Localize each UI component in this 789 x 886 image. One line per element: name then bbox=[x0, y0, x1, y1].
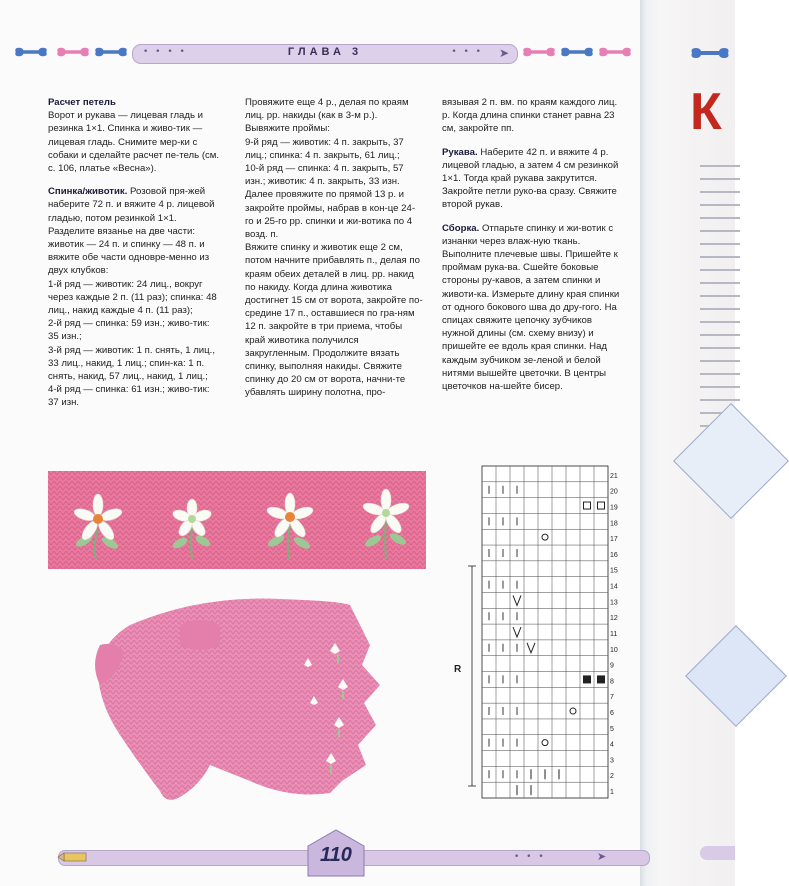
chart-row-number: 16 bbox=[610, 551, 618, 559]
next-page-title-fragment: К bbox=[690, 83, 722, 141]
paragraph: Ворот и рукава — лицевая гладь и резинка 1×1. Спинка и живо-тик — лицевая гладь. Снимите мер-ки с собаки и сделайте расчет пе-тель (см. с. 106, платье «Весна»). bbox=[48, 110, 220, 175]
chart-row-number: 10 bbox=[610, 646, 618, 654]
paragraph: Розовой пря-жей наберите 72 п. и вяжите 4 р. лицевой гладью, потом резинкой 1×1. Разделите вязанье на две части: животик — 24 п. и спинку — 48 п. и вяжите обе части одновре-менно из двух клубков: bbox=[48, 186, 215, 277]
embroidery-photo bbox=[48, 471, 426, 569]
bone-icon bbox=[94, 44, 128, 60]
dog-sweater-photo bbox=[80, 585, 430, 815]
chart-row-number: 19 bbox=[610, 504, 618, 512]
bone-icon bbox=[560, 44, 594, 60]
bone-icon bbox=[56, 44, 90, 60]
text-column-3 bbox=[442, 96, 620, 393]
bone-icon bbox=[14, 44, 48, 60]
bone-icon bbox=[522, 44, 556, 60]
chart-row-number: 18 bbox=[610, 520, 618, 528]
arrow-icon: ➤ bbox=[498, 46, 509, 60]
row-instruction: 9-й ряд — животик: 4 п. закрыть, 37 лиц.; спинка: 4 п. закрыть, 61 лиц.; bbox=[245, 136, 404, 161]
chart-row-number: 11 bbox=[610, 630, 618, 638]
text-column-1 bbox=[48, 96, 220, 410]
chart-row-number: 4 bbox=[610, 741, 614, 749]
paragraph: Далее провяжите по прямой 13 р. и закройте проймы, набрав в кон-це 24-го и 25-го рр. спинки и жи-вотика по 4 возд. п. bbox=[245, 189, 416, 241]
chart-row-number: 20 bbox=[610, 488, 618, 496]
page-number: 110 bbox=[320, 844, 352, 866]
chart-row-number: 14 bbox=[610, 583, 618, 591]
chart-row-number: 15 bbox=[610, 567, 618, 575]
pencil-icon bbox=[58, 850, 88, 864]
chart-row-number: 12 bbox=[610, 615, 618, 623]
row-instruction: 2-й ряд — спинка: 59 изн.; живо-тик: 35 изн.; bbox=[48, 318, 210, 343]
chart-row-number: 9 bbox=[610, 662, 614, 670]
footer-dots: • • • bbox=[514, 852, 546, 862]
row-instruction: 4-й ряд — спинка: 61 изн.; живо-тик: 37 изн. bbox=[48, 384, 210, 409]
bone-icon bbox=[598, 44, 632, 60]
bind-off-symbol bbox=[584, 676, 591, 683]
paragraph: Наберите 42 п. и вяжите 4 р. лицевой гладью, а затем 4 см резинкой 1×1. Тогда край рукава закрутится. Закройте петли руко-ва сразу. Свяжите второй рукав. bbox=[442, 146, 619, 211]
chart-row-number: 13 bbox=[610, 599, 618, 607]
paragraph: Отпарьте спинку и жи-вотик с изнанки через влаж-ную ткань. Выполните плечевые швы. Пришейте к проймам рука-ва. Сшейте боковые стороны ру-кавов, а затем спинки и животи-ка. Измерьте длину края спинки от одного бокового шва до дру-гого. На спицах свяжите цепочку зубчиков нужной длины (см. схему внизу) и пришейте ее вдоль края спинки. Над каждым зубчиком зе-леной и белой нитями вышейте цветочки. В центры цветочков на-шейте бисер. bbox=[442, 222, 620, 393]
text-column-2 bbox=[245, 96, 423, 400]
bind-off-symbol bbox=[598, 676, 605, 683]
repeat-label: R bbox=[454, 664, 462, 675]
chart-row-number: 17 bbox=[610, 536, 618, 544]
section-title: Расчет петель bbox=[48, 97, 116, 108]
chart-row-number: 3 bbox=[610, 757, 614, 765]
arrow-icon: ➤ bbox=[597, 850, 607, 863]
header-dots: • • • • bbox=[143, 47, 187, 57]
bone-icon bbox=[690, 44, 730, 62]
chart-row-number: 7 bbox=[610, 694, 614, 702]
chart-row-number: 1 bbox=[610, 789, 614, 797]
knitting-chart bbox=[454, 458, 632, 818]
row-instruction: 1-й ряд — животик: 24 лиц., вокруг через каждые 2 п. (11 раз); спинка: 48 лиц., накид каждые 4 п. (11 раз); bbox=[48, 278, 217, 317]
row-instruction: 3-й ряд — животик: 1 п. снять, 1 лиц., 33 лиц., накид, 1 лиц.; спин-ка: 1 п. снять, накид, 57 лиц., накид, 1 лиц.; bbox=[48, 344, 215, 383]
paragraph: Провяжите еще 4 р., делая по краям лиц. рр. накиды (как в 3-м р.). Вывяжите проймы: bbox=[245, 97, 409, 135]
chapter-header-band bbox=[132, 44, 518, 64]
chart-row-number: 8 bbox=[610, 678, 614, 686]
row-instruction: 10-й ряд — спинка: 4 п. закрыть, 57 изн.; животик: 4 п. закрыть, 33 изн. bbox=[245, 163, 404, 188]
page-number-tag bbox=[302, 828, 370, 878]
next-page-footer-band bbox=[700, 846, 735, 860]
section-title: Рукава. bbox=[442, 146, 478, 158]
paragraph: вязывая 2 п. вм. по краям каждого лиц. р. Когда длина спинки станет равна 23 см, закройте пп. bbox=[442, 97, 618, 135]
chapter-label: ГЛАВА 3 bbox=[287, 46, 363, 58]
paragraph: Вяжите спинку и животик еще 2 см, потом начните прибавлять п., делая по краям обеих деталей в лиц. рр. накид по накиду. Когда длина животика достигнет 15 см от ворота, закройте по-средине 17 п., оставшиеся по гра-ням 12 п. закройте в три приема, чтобы край животика получился закругленным. Продолжите вязать спинку, выполняя накиды. Свяжите спинку до 20 см от ворота, начни-те убавлять ширину полотна, про- bbox=[245, 242, 423, 399]
chart-row-number: 6 bbox=[610, 710, 614, 717]
chart-row-number: 2 bbox=[610, 773, 614, 781]
chart-row-number: 5 bbox=[610, 725, 614, 733]
section-title: Спинка/животик. bbox=[48, 186, 128, 198]
header-dots: • • • bbox=[451, 47, 483, 57]
chart-row-number: 21 bbox=[610, 472, 618, 480]
section-title: Сборка. bbox=[442, 222, 480, 234]
